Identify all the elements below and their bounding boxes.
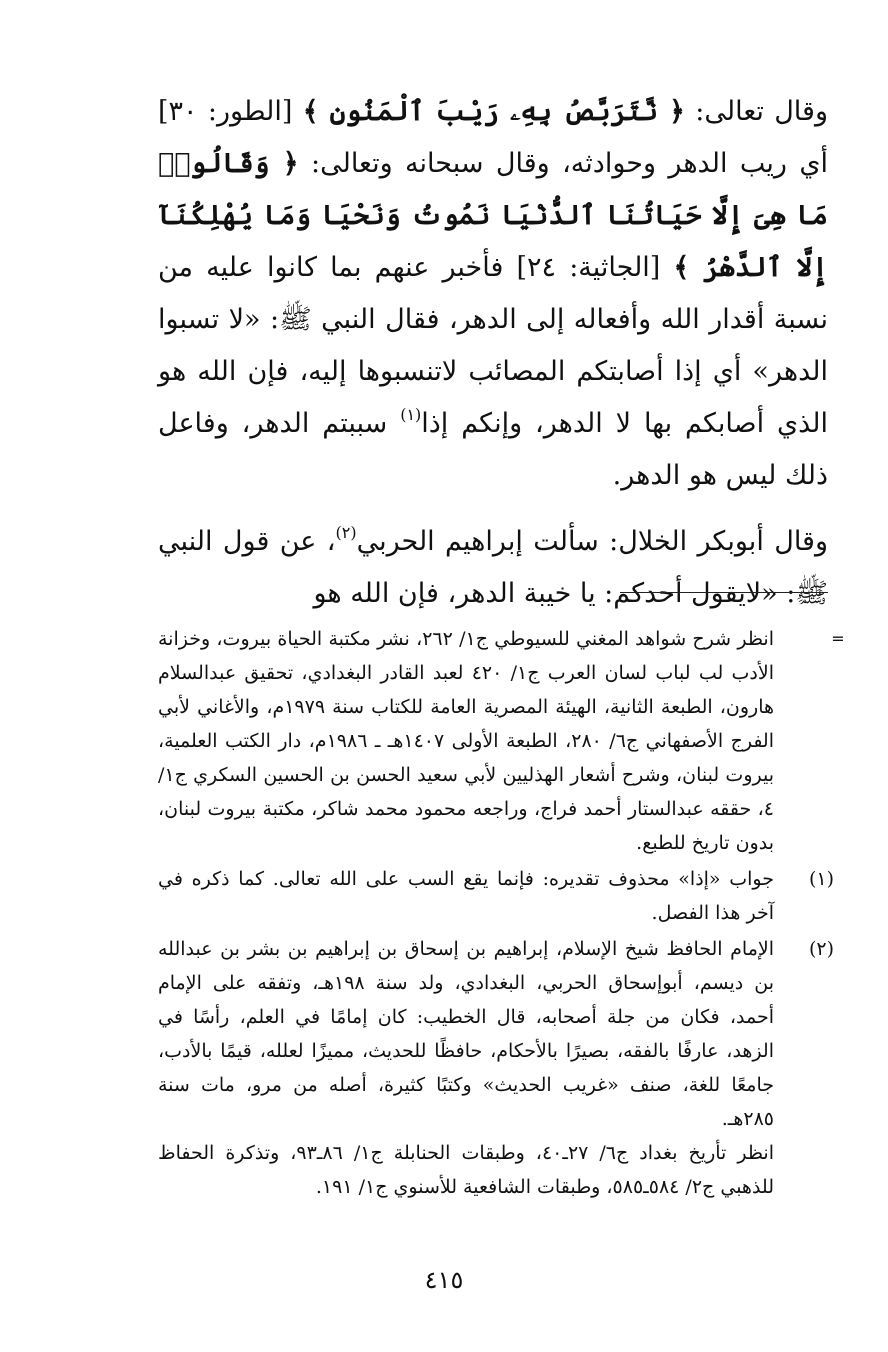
text-segment: [الطور: ٣٠] أي ريب الدهر وحوادثه، وقال سبحانه وتعالى: [158,96,829,179]
continuation-marker: = [831,629,845,648]
footnote-text: جواب «إذا» محذوف تقديره: فإنما يقع السب على الله تعالى. كما ذكره في آخر هذا الفصل. [158,868,774,924]
footnotes [158,622,834,1204]
footnote-continuation [158,622,834,860]
footnote-separator [620,592,828,593]
page-number: ٤١٥ [424,1266,464,1294]
main-text [158,86,828,620]
paragraph-1 [158,86,828,502]
paragraph-2 [158,516,828,620]
text-segment: وقال تعالى: [684,96,828,127]
footnote-ref-1[interactable]: (١) [400,405,422,424]
footnote-references: انظر تأريخ بغداد ج٦/ ٢٧ـ٤٠، وطبقات الحنابلة ج١/ ٨٦ـ٩٣، وتذكرة الحفاظ للذهبي ج٢/ ٥٨٤ـ٥٨٥، وطبقات الشافعية للأسنوي ج١/ ١٩١. [158,1142,774,1198]
footnote-1 [158,862,834,930]
footnote-number: (١) [808,868,834,890]
text-segment: [الجاثية: ٢٤] فأخبر عنهم بما كانوا عليه من نسبة أقدار الله وأفعاله إلى الدهر، فقال النبي ﷺ: «لا تسبوا الدهر» أي إذا أصابتكم المصائب لاتنسبوها إليه، فإن الله هو الذي أصابكم بها لا الدهر، وإنكم إذا [158,252,828,439]
quran-verse: ﴿ نَّتَرَبَّصُ بِهِۦ رَيْبَ ٱلْمَنُونِ ﴾ [302,96,685,127]
quran-verse: ﴿ وَقَالُوا۟ مَا هِىَ إِلَّا حَيَاتُنَا ٱلدُّنْيَا نَمُوتُ وَنَحْيَا وَمَا يُهْلِكُنَآ إِلَّا ٱلدَّهْرُ ﴾ [158,148,828,283]
footnote-2 [158,932,834,1204]
footnote-ref-2[interactable]: (٢) [335,523,357,542]
text-segment: وقال أبوبكر الخلال: سألت إبراهيم الحربي [356,526,828,557]
footnote-text: الإمام الحافظ شيخ الإسلام، إبراهيم بن إسحاق بن إبراهيم بن بشر بن عبدالله بن ديسم، أبوإسحاق الحربي، البغدادي، ولد سنة ١٩٨هـ، وتفقه على الإمام أحمد، فكان من جلة أصحابه، قال الخطيب: كان إمامًا في العلم، رأسًا في الزهد، عارفًا بالفقه، بصيرًا بالأحكام، حافظًا للحديث، مميزًا لعلله، قيمًا بالأدب، جامعًا للغة، صنف «غريب الحديث» وكتبًا كثيرة، أصله من مرو، مات سنة ٢٨٥هـ. [158,938,774,1130]
footnote-number: (٢) [808,938,834,960]
text-segment: ، عن قول النبي ﷺ: «لايقول أحدكم: يا خيبة الدهر، فإن الله هو [158,526,828,609]
footnote-text: انظر شرح شواهد المغني للسيوطي ج١/ ٢٦٢، نشر مكتبة الحياة بيروت، وخزانة الأدب لب لباب لسان العرب ج١/ ٤٢٠ لعبد القادر البغدادي، تحقيق عبدالسلام هارون، الطبعة الثانية، الهيئة المصرية العامة للكتاب سنة ١٩٧٩م، والأغاني لأبي الفرج الأصفهاني ج٦/ ٢٨٠، الطبعة الأولى ١٤٠٧هـ ـ ١٩٨٦م، دار الكتب العلمية، بيروت لبنان، وشرح أشعار الهذليين لأبي سعيد الحسن بن الحسين السكري ج١/ ٤، حققه عبدالستار أحمد فراج، وراجعه محمود محمد شاكر، مكتبة بيروت لبنان، بدون تاريخ للطبع. [158,628,775,854]
text-segment: سببتم الدهر، وفاعل ذلك ليس هو الدهر. [158,408,828,491]
